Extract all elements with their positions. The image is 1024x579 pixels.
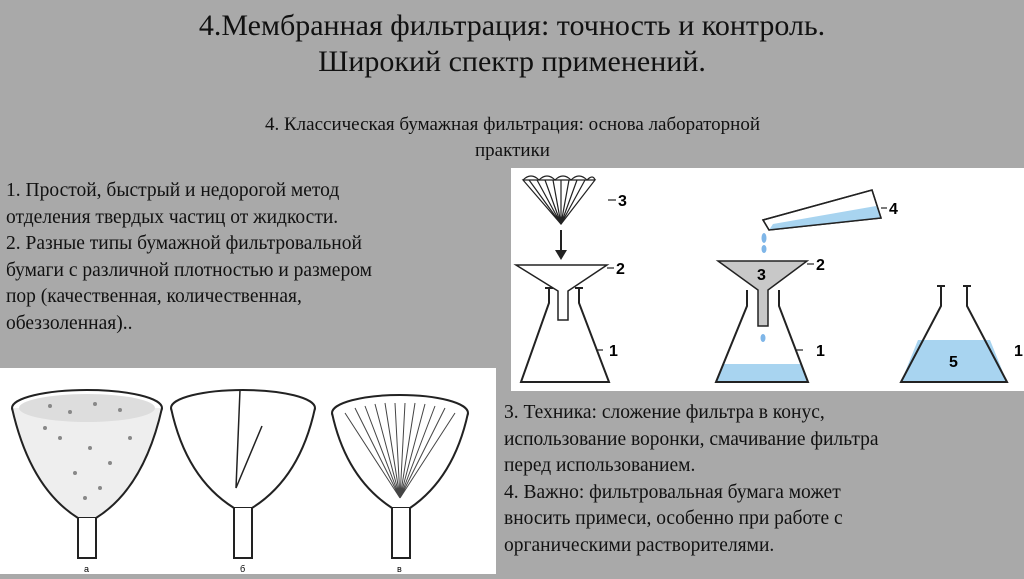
label-b: б bbox=[240, 564, 246, 574]
title-line-2: Широкий спектр применений. bbox=[318, 45, 706, 78]
drop-icon bbox=[761, 334, 766, 342]
text-line: 2. Разные типы бумажной фильтровальной bbox=[6, 233, 362, 254]
label-1-b: 1 bbox=[816, 343, 825, 360]
subtitle-line-1: 4. Классическая бумажная фильтрация: основа лабораторной bbox=[265, 114, 760, 135]
text-line: 4. Важно: фильтровальная бумага может bbox=[504, 481, 841, 503]
label-1: 1 bbox=[609, 343, 618, 360]
slide-subtitle bbox=[150, 112, 875, 164]
funnel-b-icon bbox=[171, 390, 315, 558]
funnel-types-illustration bbox=[0, 368, 496, 574]
label-4: 4 bbox=[889, 201, 898, 218]
label-a: а bbox=[84, 564, 90, 574]
filtration-diagram-svg bbox=[511, 168, 1024, 391]
funnel-a-icon bbox=[12, 390, 162, 558]
folded-filter-icon bbox=[523, 176, 595, 224]
arrow-down-icon bbox=[555, 230, 567, 260]
text-line: пор (качественная, количественная, bbox=[6, 286, 302, 307]
title-line-1: 4.Мембранная фильтрация: точность и контроль. bbox=[198, 9, 826, 42]
funnel-icon bbox=[516, 265, 607, 320]
text-line: вносить примеси, особенно при работе с bbox=[504, 508, 843, 529]
label-2-b: 2 bbox=[816, 257, 825, 274]
text-line: обеззоленная).. bbox=[6, 312, 133, 334]
left-text-block bbox=[6, 178, 496, 337]
text-line: бумаги с различной плотностью и размером bbox=[6, 259, 372, 281]
text-line: органическими растворителями. bbox=[504, 534, 775, 556]
label-1-c: 1 bbox=[1014, 343, 1023, 360]
funnel-c-icon bbox=[332, 395, 468, 558]
filtration-diagram bbox=[511, 168, 1024, 391]
text-line: 3. Техника: сложение фильтра в конус, bbox=[504, 402, 825, 423]
label-5: 5 bbox=[949, 354, 958, 371]
slide-title bbox=[0, 8, 1024, 80]
text-line: перед использованием. bbox=[504, 455, 696, 476]
label-2: 2 bbox=[616, 261, 625, 278]
liquid-drops-icon bbox=[762, 233, 767, 253]
label-c: в bbox=[397, 564, 402, 574]
beaker-icon bbox=[763, 190, 881, 230]
subtitle-line-2: практики bbox=[475, 140, 550, 161]
text-line: отделения твердых частиц от жидкости. bbox=[6, 206, 339, 228]
text-line: использование воронки, смачивание фильтра bbox=[504, 428, 879, 450]
label-3: 3 bbox=[618, 193, 627, 210]
right-text-block bbox=[504, 400, 1019, 559]
text-line: 1. Простой, быстрый и недорогой метод bbox=[6, 180, 340, 201]
label-3-funnel: 3 bbox=[757, 267, 766, 284]
funnel-types-svg bbox=[0, 368, 496, 574]
